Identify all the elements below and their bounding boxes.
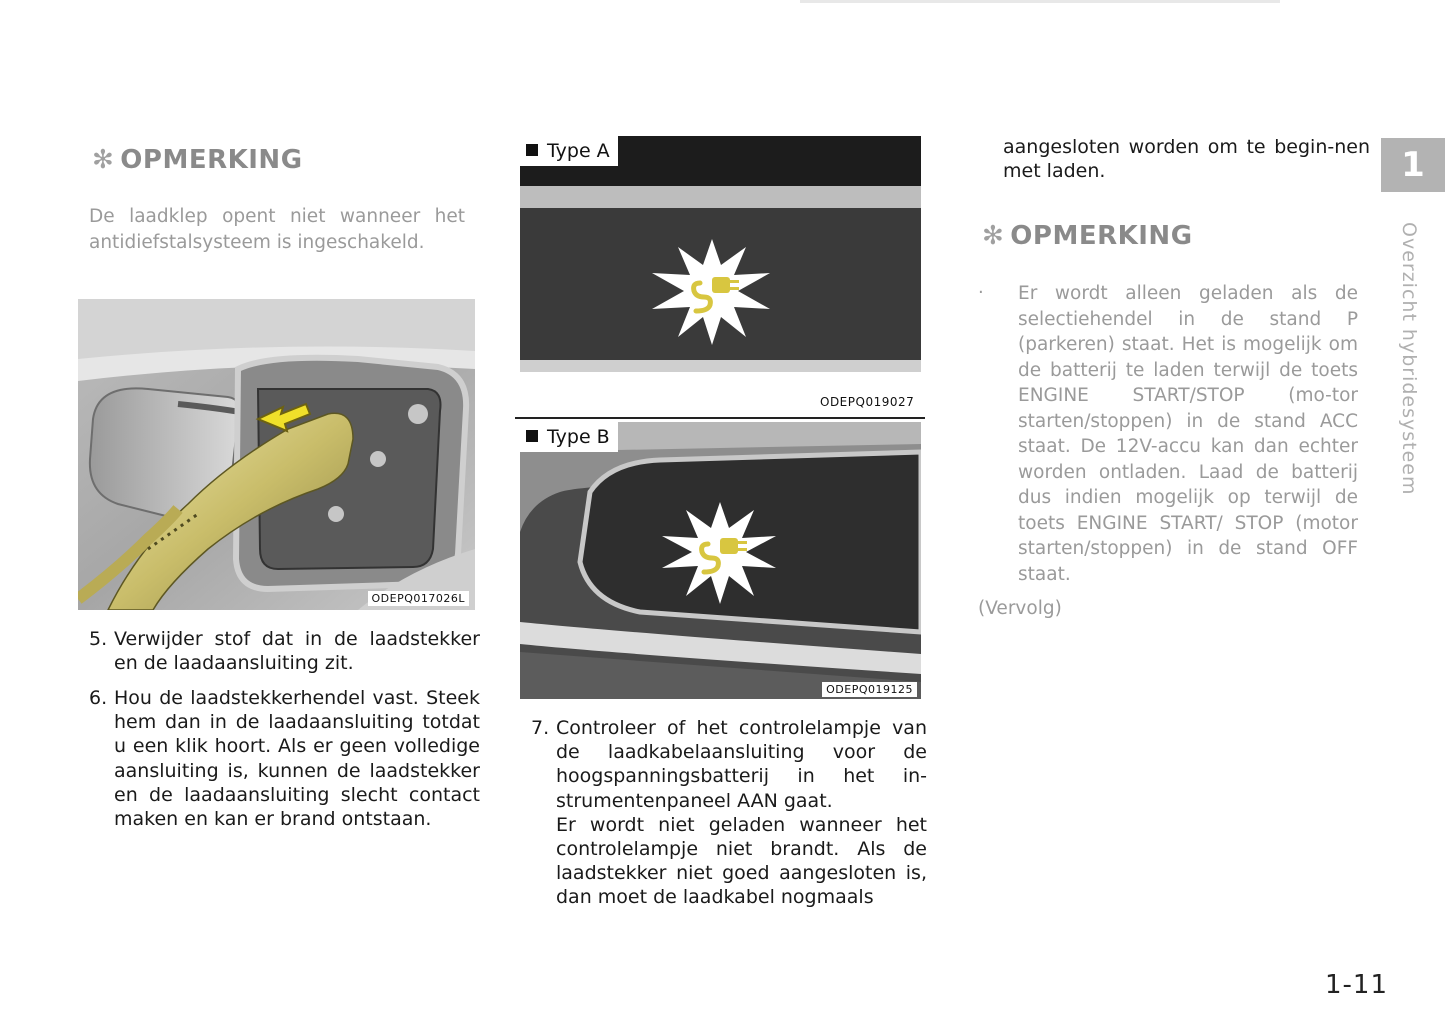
type-a-figure: [520, 136, 921, 372]
step-number: 5.: [89, 628, 108, 650]
top-rule: [800, 0, 1280, 3]
note-text-right: Er wordt alleen geladen als de selectiehendel in de stand P (parkeren) staat. Het is mogelijk om de batterij te laden terwijl de toets ENGINE START/STOP (mo-tor starten/stoppen) in de stand ACC staat. De 12V-accu kan dan echter worden ontladen. Laad de batterij dus indien mogelijk op terwijl de toets ENGINE START/ STOP (motor starten/stoppen) in de stand OFF staat.: [1018, 283, 1358, 585]
asterisk-icon: ✻: [982, 221, 1005, 251]
type-b-indicator-illustration: [520, 422, 921, 699]
step-text: Controleer of het controlelampje van de laadkabelaansluiting voor de hoogspanningsbatterij in het in-strumentenpaneel AAN gaat.: [556, 717, 927, 812]
square-bullet-icon: [526, 144, 538, 156]
type-a-indicator-illustration: [520, 136, 921, 372]
charging-port-figure: [78, 299, 475, 610]
step-number: 7.: [531, 717, 550, 739]
bullet-dot-icon: ·: [978, 282, 984, 303]
type-a-label: Type A: [520, 136, 618, 166]
step-text: Hou de laadstekkerhendel vast. Steek hem dan in de laadaansluiting totdat u een klik hoort. Als er geen volledige aansluiting is, kunnen de laadstekker en de laadaansluiting slecht contact maken en kan er brand ontstaan.: [114, 687, 480, 831]
charging-port-illustration: [78, 299, 475, 610]
asterisk-icon: ✻: [92, 145, 115, 175]
vervolg-text: (Vervolg): [978, 598, 1062, 619]
note-heading-left: ✻ OPMERKING: [92, 145, 303, 175]
type-a-code: ODEPQ019027: [820, 395, 915, 409]
section-title-vertical: Overzicht hybridesysteem: [1398, 222, 1420, 496]
type-b-label: Type B: [520, 422, 618, 452]
page-number: 1-11: [1325, 970, 1389, 1000]
figure-divider: [515, 417, 925, 419]
step-7: [531, 716, 927, 910]
figure-code: ODEPQ017026L: [368, 591, 470, 606]
step-number: 6.: [89, 687, 108, 709]
continuation-text: aangesloten worden om te begin-nen met laden.: [1003, 136, 1370, 183]
note-heading-right: ✻ OPMERKING: [982, 221, 1193, 251]
type-b-figure: [520, 422, 921, 699]
chapter-tab: 1: [1381, 138, 1445, 192]
step-text: Verwijder stof dat in de laadstekker en de laadaansluiting zit.: [114, 628, 480, 675]
note-text-left: De laadklep opent niet wanneer het antidiefstalsysteem is ingeschakeld.: [89, 206, 465, 253]
type-b-code: ODEPQ019125: [822, 682, 917, 697]
step-6: [89, 686, 480, 831]
step-5: [89, 627, 480, 675]
square-bullet-icon: [526, 430, 538, 442]
step-text-continued: Er wordt niet geladen wanneer het controlelampje niet brandt. Als de laadstekker niet goed aangesloten is, dan moet de laadkabel nogmaals: [556, 813, 927, 909]
